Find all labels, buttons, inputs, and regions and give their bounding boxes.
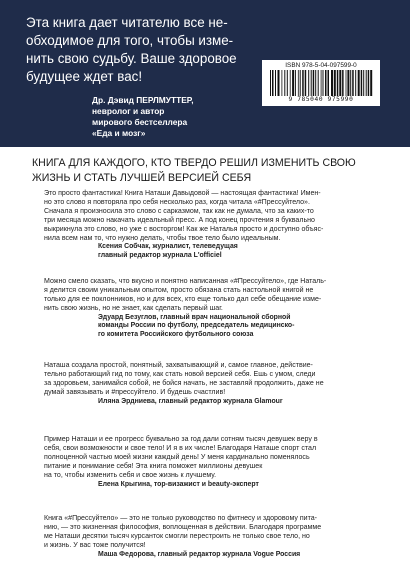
review-author: Иляна Эрдниева, главный редактор журнала Glamour (98, 397, 283, 405)
barcode-bar (278, 70, 280, 96)
dark-quote-panel (0, 0, 410, 147)
headline-line: КНИГА ДЛЯ КАЖДОГО, КТО ТВЕРДО РЕШИЛ ИЗМЕНИТЬ СВОЮ (32, 157, 356, 169)
review-author: команды России по футболу, председатель медицинско- (98, 322, 295, 330)
review (44, 436, 318, 489)
barcode-bar (272, 70, 274, 96)
barcode-bar (355, 70, 356, 96)
review-author: го комитета Российского футбольного союза (98, 330, 254, 338)
barcode-bar (302, 70, 304, 96)
barcode-bar (290, 70, 291, 96)
review-line: и жизнь. У вас тоже получится! (44, 541, 146, 549)
barcode-bar (282, 70, 283, 96)
review-line: Сначала я произносила это слово с сарказмом, так как не думала, что за каких-то (44, 207, 314, 215)
review-line: думай завязывать и #прессуйтело. И будешь счастлив! (44, 388, 226, 396)
barcode-bar (295, 70, 296, 96)
review-line: себя, свои возможности и свое тело! И я в их числе! Благодаря Наташе спорт стал (44, 444, 317, 452)
review-line: полноценной частью моей жизни каждый день! У меня кардинально поменялось (44, 453, 310, 461)
barcode-bar (363, 70, 364, 96)
barcode-bar (352, 70, 354, 96)
barcode-bar (315, 70, 316, 96)
barcode-bar (311, 70, 312, 96)
barcode-bar (298, 70, 299, 96)
review-line: Книга «#Прессуйтело» — это не только руководство по фитнесу и здоровому пита- (44, 515, 318, 522)
review-line: Это просто фантастика! Книга Наташи Давыдовой — настоящая фантастика! Имен- (44, 190, 321, 197)
featured-quote-author (92, 95, 252, 139)
barcode-bar (328, 70, 330, 96)
barcode-bar (342, 70, 344, 96)
review-line: выкрикнула это слово, но уже с восторгом! Как же Наталья просто и доступно объяс- (44, 225, 324, 233)
barcode-bar (325, 70, 327, 96)
review-line: тельно работающий гид по тому, как стать новой версией себя. Ешь с умом, следи (44, 370, 316, 378)
barcode-bar (292, 70, 294, 96)
barcode-bar (337, 70, 339, 96)
review-author: Эдуард Безуглов, главный врач национальной сборной (98, 313, 291, 321)
quote-line: обходимое для того, чтобы изме- (26, 33, 234, 48)
barcode-bar (275, 70, 276, 96)
barcode-bar (346, 70, 347, 96)
review (44, 278, 326, 339)
review-line: нию, — это жизненная философия, воплощенная в действии. Благодаря программе (44, 523, 322, 531)
barcode-bar (331, 70, 333, 96)
barcode-digits: 9 785040 975990 (288, 96, 354, 103)
barcode (262, 60, 380, 106)
review-line: нить свою жизнь, но не знает, как сделать первый шаг. (44, 304, 223, 312)
barcode-bar (347, 70, 349, 96)
barcode-bars (268, 70, 374, 96)
barcode-bar (313, 70, 315, 96)
review-line: за здоровьем, занимайся собой, не бойся начать, не заставляй продолжить, даже не (44, 379, 324, 387)
author-line: «Еда и мозг» (92, 128, 146, 138)
review-author: Елена Крыгина, тор-визажист и beauty-эксперт (98, 480, 259, 488)
review-author: Ксения Собчак, журналист, телеведущая (98, 243, 238, 251)
headline-line: ЖИЗНЬ И СТАТЬ ЛУЧШЕЙ ВЕРСИЕЙ СЕБЯ (32, 172, 252, 184)
barcode-bar (321, 70, 322, 96)
barcode-bar (300, 70, 301, 96)
barcode-bar (323, 70, 324, 96)
quote-line: Эта книга дает читателю все не- (26, 15, 228, 30)
author-line: Др. Дэвид ПЕРЛМУТТЕР, (92, 95, 194, 105)
review (44, 362, 324, 406)
barcode-bar (361, 70, 363, 96)
review-author: главный редактор журнала L'officiel (98, 252, 222, 260)
barcode-bar (334, 70, 336, 96)
review (44, 515, 321, 559)
barcode-bar (370, 70, 372, 96)
review-line: Пример Наташи и ее прогресс буквально за год дали сотням тысяч девушек веру в (44, 436, 318, 443)
author-line: мирового бестселлера (92, 117, 188, 127)
review-line: но это слово я повторяла про себя несколько раз, когда читала «#Прессуйтело». (44, 198, 310, 206)
author-line: невролог и автор (92, 106, 165, 116)
featured-quote (26, 14, 248, 86)
barcode-bar (284, 70, 285, 96)
headline (32, 156, 392, 186)
review-line: питание и понимание себя! Эта книга поможет миллионы девушек (44, 462, 263, 470)
barcode-bar (358, 70, 360, 96)
review-line: нила всем нам то, что нужно делать, чтобы твое тело было идеальным. (44, 234, 281, 242)
barcode-bar (318, 70, 319, 96)
review (44, 190, 323, 261)
review-line: ме Наташи десятки тысяч курсанток смогли перестроить не только свое тело, но (44, 532, 310, 540)
isbn-label: ISBN 978-5-04-097599-0 (285, 62, 357, 69)
barcode-bar (350, 70, 351, 96)
quote-line: будущее ждет вас! (26, 69, 143, 84)
review-line: три месяца можно накачать идеальный пресс. А под конец прочтения я буквально (44, 216, 315, 224)
review-author: Маша Федорова, главный редактор журнала Vogue Россия (98, 550, 301, 558)
review-line: Наташа создала простой, понятный, захватывающий и, самое главное, действие- (44, 362, 313, 369)
review-line: Можно смело сказать, что вкусно и понятно написанная «#Прессуйтело», где Наталь- (44, 278, 327, 285)
review-line: только для ее поклонников, но и для всех, кто еще только дал себе обещание изме- (44, 295, 322, 303)
barcode-bar (368, 70, 370, 96)
quote-line: нить свою судьбу. Ваше здоровое (26, 51, 237, 66)
barcode-bar (308, 70, 309, 96)
barcode-bar (270, 70, 271, 96)
review-line: я делится своим уникальным опытом, просто обязана стать настольной книгой не (44, 286, 314, 294)
review-line: на то, чтобы изменить себя и свое жизнь к лучшему. (44, 471, 217, 479)
barcode-bar (287, 70, 288, 96)
barcode-bar (366, 70, 367, 96)
barcode-bar (305, 70, 307, 96)
barcode-bar (339, 70, 341, 96)
